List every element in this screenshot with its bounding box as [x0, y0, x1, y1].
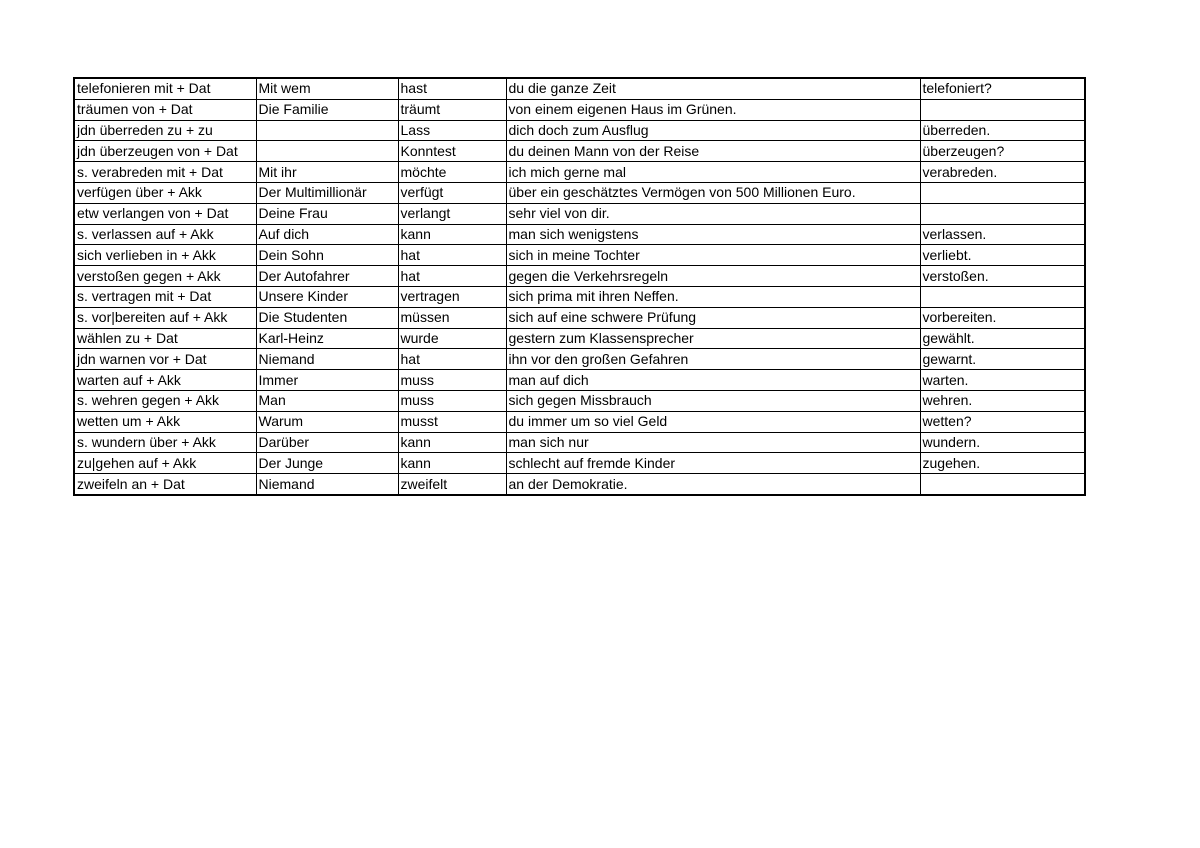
subject-cell: Der Multimillionär [256, 182, 398, 203]
subject-cell: Dein Sohn [256, 245, 398, 266]
subject-cell: Darüber [256, 432, 398, 453]
final-verb-cell [920, 203, 1085, 224]
verb-cell: s. wundern über + Akk [74, 432, 256, 453]
subject-cell: Unsere Kinder [256, 286, 398, 307]
verb-cell: verfügen über + Akk [74, 182, 256, 203]
finite-verb-cell: verfügt [398, 182, 506, 203]
complement-cell: du immer um so viel Geld [506, 411, 920, 432]
complement-cell: sich prima mit ihren Neffen. [506, 286, 920, 307]
finite-verb-cell: musst [398, 411, 506, 432]
finite-verb-cell: Lass [398, 120, 506, 141]
finite-verb-cell: vertragen [398, 286, 506, 307]
final-verb-cell: verliebt. [920, 245, 1085, 266]
table-row [74, 370, 1085, 391]
verb-cell: jdn überreden zu + zu [74, 120, 256, 141]
complement-cell: sich gegen Missbrauch [506, 390, 920, 411]
finite-verb-cell: müssen [398, 307, 506, 328]
table-row [74, 245, 1085, 266]
subject-cell [256, 120, 398, 141]
table-row [74, 390, 1085, 411]
final-verb-cell [920, 474, 1085, 495]
table-row [74, 266, 1085, 287]
final-verb-cell [920, 286, 1085, 307]
final-verb-cell: wehren. [920, 390, 1085, 411]
subject-cell: Warum [256, 411, 398, 432]
subject-cell: Auf dich [256, 224, 398, 245]
verb-cell: warten auf + Akk [74, 370, 256, 391]
final-verb-cell: gewählt. [920, 328, 1085, 349]
verb-cell: telefonieren mit + Dat [74, 78, 256, 99]
finite-verb-cell: träumt [398, 99, 506, 120]
complement-cell: gegen die Verkehrsregeln [506, 266, 920, 287]
complement-cell: ihn vor den großen Gefahren [506, 349, 920, 370]
verb-cell: zu|gehen auf + Akk [74, 453, 256, 474]
final-verb-cell: überzeugen? [920, 141, 1085, 162]
complement-cell: an der Demokratie. [506, 474, 920, 495]
subject-cell: Der Autofahrer [256, 266, 398, 287]
finite-verb-cell: wurde [398, 328, 506, 349]
final-verb-cell: verabreden. [920, 162, 1085, 183]
complement-cell: von einem eigenen Haus im Grünen. [506, 99, 920, 120]
table-row [74, 203, 1085, 224]
complement-cell: gestern zum Klassensprecher [506, 328, 920, 349]
verb-cell: verstoßen gegen + Akk [74, 266, 256, 287]
subject-cell: Mit wem [256, 78, 398, 99]
verb-cell: wählen zu + Dat [74, 328, 256, 349]
complement-cell: du die ganze Zeit [506, 78, 920, 99]
verb-cell: jdn überzeugen von + Dat [74, 141, 256, 162]
complement-cell: sich in meine Tochter [506, 245, 920, 266]
final-verb-cell: gewarnt. [920, 349, 1085, 370]
complement-cell: über ein geschätztes Vermögen von 500 Millionen Euro. [506, 182, 920, 203]
verb-cell: s. vertragen mit + Dat [74, 286, 256, 307]
complement-cell: man sich wenigstens [506, 224, 920, 245]
finite-verb-cell: hat [398, 245, 506, 266]
table-row [74, 411, 1085, 432]
verb-cell: s. verlassen auf + Akk [74, 224, 256, 245]
verb-cell: sich verlieben in + Akk [74, 245, 256, 266]
final-verb-cell: warten. [920, 370, 1085, 391]
table-row [74, 307, 1085, 328]
complement-cell: sich auf eine schwere Prüfung [506, 307, 920, 328]
table-body [74, 78, 1085, 495]
complement-cell: man sich nur [506, 432, 920, 453]
finite-verb-cell: muss [398, 390, 506, 411]
table-row [74, 453, 1085, 474]
finite-verb-cell: muss [398, 370, 506, 391]
table-row [74, 328, 1085, 349]
finite-verb-cell: kann [398, 453, 506, 474]
finite-verb-cell: kann [398, 432, 506, 453]
verb-preposition-table [73, 77, 1086, 496]
verb-cell: träumen von + Dat [74, 99, 256, 120]
subject-cell: Niemand [256, 349, 398, 370]
finite-verb-cell: hat [398, 349, 506, 370]
final-verb-cell [920, 182, 1085, 203]
subject-cell: Der Junge [256, 453, 398, 474]
subject-cell [256, 141, 398, 162]
complement-cell: sehr viel von dir. [506, 203, 920, 224]
subject-cell: Immer [256, 370, 398, 391]
table-row [74, 349, 1085, 370]
final-verb-cell: zugehen. [920, 453, 1085, 474]
table-row [74, 120, 1085, 141]
final-verb-cell: verstoßen. [920, 266, 1085, 287]
verb-cell: s. verabreden mit + Dat [74, 162, 256, 183]
verb-cell: zweifeln an + Dat [74, 474, 256, 495]
final-verb-cell: telefoniert? [920, 78, 1085, 99]
final-verb-cell: verlassen. [920, 224, 1085, 245]
final-verb-cell: wundern. [920, 432, 1085, 453]
finite-verb-cell: zweifelt [398, 474, 506, 495]
table-row [74, 99, 1085, 120]
complement-cell: du deinen Mann von der Reise [506, 141, 920, 162]
table-row [74, 286, 1085, 307]
subject-cell: Mit ihr [256, 162, 398, 183]
verb-cell: s. wehren gegen + Akk [74, 390, 256, 411]
finite-verb-cell: hast [398, 78, 506, 99]
complement-cell: man auf dich [506, 370, 920, 391]
table-row [74, 162, 1085, 183]
final-verb-cell: vorbereiten. [920, 307, 1085, 328]
final-verb-cell: wetten? [920, 411, 1085, 432]
subject-cell: Karl-Heinz [256, 328, 398, 349]
finite-verb-cell: kann [398, 224, 506, 245]
final-verb-cell [920, 99, 1085, 120]
complement-cell: ich mich gerne mal [506, 162, 920, 183]
subject-cell: Man [256, 390, 398, 411]
table-row [74, 141, 1085, 162]
subject-cell: Deine Frau [256, 203, 398, 224]
finite-verb-cell: hat [398, 266, 506, 287]
complement-cell: dich doch zum Ausflug [506, 120, 920, 141]
table-row [74, 78, 1085, 99]
verb-cell: etw verlangen von + Dat [74, 203, 256, 224]
subject-cell: Niemand [256, 474, 398, 495]
verb-cell: wetten um + Akk [74, 411, 256, 432]
verb-cell: s. vor|bereiten auf + Akk [74, 307, 256, 328]
finite-verb-cell: Konntest [398, 141, 506, 162]
finite-verb-cell: verlangt [398, 203, 506, 224]
table-row [74, 432, 1085, 453]
subject-cell: Die Studenten [256, 307, 398, 328]
finite-verb-cell: möchte [398, 162, 506, 183]
final-verb-cell: überreden. [920, 120, 1085, 141]
subject-cell: Die Familie [256, 99, 398, 120]
complement-cell: schlecht auf fremde Kinder [506, 453, 920, 474]
verb-cell: jdn warnen vor + Dat [74, 349, 256, 370]
table-row [74, 182, 1085, 203]
table-row [74, 474, 1085, 495]
table-row [74, 224, 1085, 245]
